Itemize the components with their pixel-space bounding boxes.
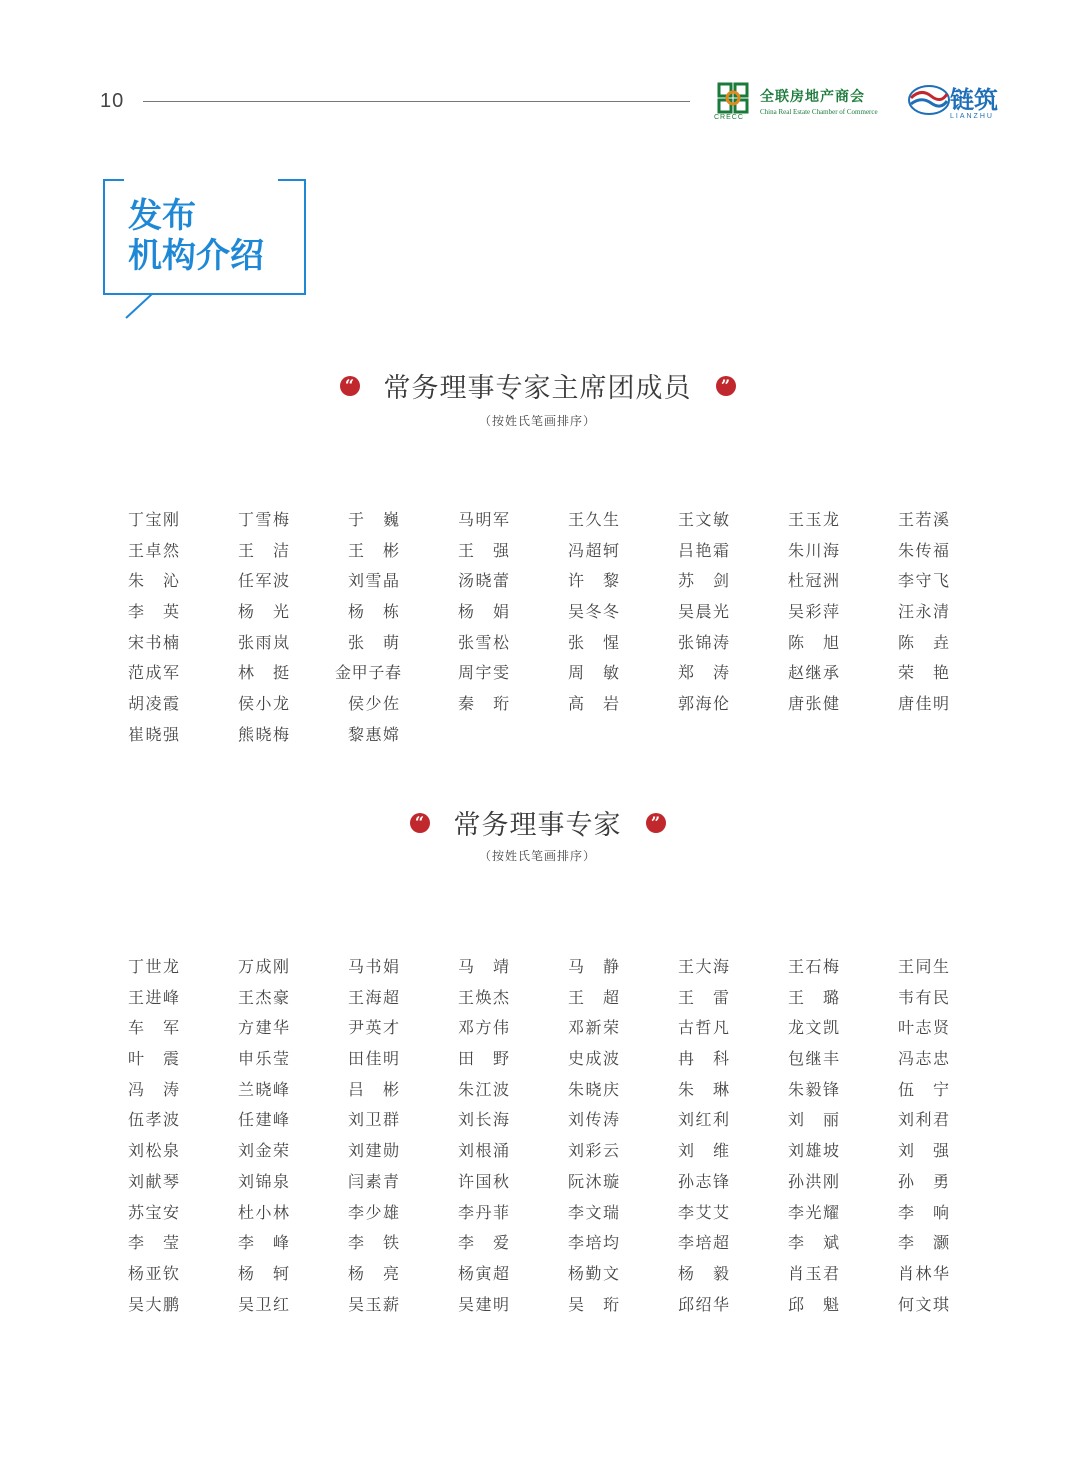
member-name: 朱江波: [458, 1079, 509, 1099]
member-name: 李培超: [678, 1233, 729, 1253]
member-name: 陈旭: [788, 632, 839, 652]
lianzhu-logo-icon: [907, 84, 951, 116]
member-name: 王洁: [238, 540, 289, 560]
member-name: 刘锦泉: [238, 1171, 289, 1191]
member-name: 孙洪刚: [788, 1171, 839, 1191]
member-name: 周敏: [568, 663, 619, 683]
member-name: 吴建明: [458, 1294, 509, 1314]
member-name: 刘传涛: [568, 1110, 619, 1130]
member-name: 杨娟: [458, 602, 509, 622]
member-name: 刘根涌: [458, 1141, 509, 1161]
open-quote-icon: “: [340, 376, 360, 396]
group1-subtitle: （按姓氏笔画排序）: [478, 414, 596, 428]
member-name: 李峰: [238, 1233, 289, 1253]
member-name: 孙勇: [898, 1171, 949, 1191]
member-name: 王进峰: [128, 987, 179, 1007]
member-name: 吕彬: [348, 1079, 399, 1099]
group2-name-grid: [128, 952, 968, 1320]
member-name: 刘雪晶: [348, 571, 399, 591]
member-name: 杨光: [238, 602, 289, 622]
member-name: 冯志忠: [898, 1049, 949, 1069]
member-name: 刘利君: [898, 1110, 949, 1130]
member-name: 马静: [568, 957, 619, 976]
member-name: 杨亚钦: [128, 1263, 179, 1283]
brand-name-cn: 链筑: [950, 85, 998, 114]
org-name: [760, 86, 878, 116]
member-name: 伍孝波: [128, 1110, 179, 1130]
open-quote-icon: “: [410, 813, 430, 833]
section-title-line2: 机构介绍: [128, 236, 264, 276]
member-name: 赵继承: [788, 663, 839, 683]
member-name: 叶震: [128, 1049, 179, 1069]
member-name: 吕艳霜: [678, 540, 729, 560]
member-name: 杨亮: [348, 1263, 399, 1283]
member-name: 王焕杰: [458, 987, 509, 1007]
member-name: 刘强: [898, 1141, 949, 1161]
member-name: 冉科: [678, 1049, 729, 1069]
member-name: 吴珩: [568, 1294, 619, 1314]
member-name: 郑涛: [678, 663, 729, 683]
member-name: 兰晓峰: [238, 1079, 289, 1099]
member-name: 王久生: [568, 510, 619, 529]
member-name: 丁宝刚: [128, 510, 179, 529]
member-name: 杜冠洲: [788, 571, 839, 591]
member-name: 吴冬冬: [568, 602, 619, 622]
member-name: 李丹菲: [458, 1202, 509, 1222]
group2-subtitle: （按姓氏笔画排序）: [478, 849, 596, 863]
member-name: 吴玉薪: [348, 1294, 399, 1314]
member-name: 刘建勋: [348, 1141, 399, 1161]
member-name: 朱沁: [128, 571, 179, 591]
member-name: 何文琪: [898, 1294, 949, 1314]
member-name: 崔晓强: [128, 724, 179, 744]
close-quote-icon: ”: [646, 813, 666, 833]
member-name: 李文瑞: [568, 1202, 619, 1222]
member-name: 许黎: [568, 571, 619, 591]
page-number: 10: [100, 90, 125, 112]
member-name: 尹英才: [348, 1018, 399, 1038]
section-title: [128, 196, 264, 276]
member-name: 刘丽: [788, 1110, 839, 1130]
member-name: 王文敏: [678, 510, 729, 529]
member-name: 王海超: [348, 987, 399, 1007]
member-name: 孙志锋: [678, 1171, 729, 1191]
member-name: 刘卫群: [348, 1110, 399, 1130]
member-name: 王卓然: [128, 540, 179, 560]
member-name: 吴卫红: [238, 1294, 289, 1314]
member-name: 李英: [128, 602, 179, 622]
member-name: 马靖: [458, 957, 509, 976]
member-name: 秦珩: [458, 694, 509, 714]
member-name: 包继丰: [788, 1049, 839, 1069]
section-title-line1: 发布: [128, 196, 196, 236]
member-name: 邱魁: [788, 1294, 839, 1314]
member-name: 万成刚: [238, 957, 289, 976]
member-name: 张惺: [568, 632, 619, 652]
member-name: 刘金荣: [238, 1141, 289, 1161]
member-name: 朱传福: [898, 540, 949, 560]
member-name: 朱晓庆: [568, 1079, 619, 1099]
member-name: 方建华: [238, 1018, 289, 1038]
member-name: 韦有民: [898, 987, 949, 1007]
member-name: 李爱: [458, 1233, 509, 1253]
member-name: 荣艳: [898, 663, 949, 683]
member-name: 金甲子春: [335, 663, 401, 683]
member-name: 李铁: [348, 1233, 399, 1253]
member-name: 高岩: [568, 694, 619, 714]
member-name: 苏剑: [678, 571, 729, 591]
member-name: 田野: [458, 1049, 509, 1069]
member-name: 李光耀: [788, 1202, 839, 1222]
member-name: 王强: [458, 540, 509, 560]
member-name: 肖林华: [898, 1263, 949, 1283]
member-name: 丁世龙: [128, 957, 179, 976]
member-name: 邓方伟: [458, 1018, 509, 1038]
member-name: 李响: [898, 1202, 949, 1222]
member-name: 王玉龙: [788, 510, 839, 529]
member-name: 肖玉君: [788, 1263, 839, 1283]
brand-name-en: LIANZHU: [950, 113, 994, 120]
member-name: 杨寅超: [458, 1263, 509, 1283]
member-name: 朱川海: [788, 540, 839, 560]
member-name: 李莹: [128, 1233, 179, 1253]
member-name: 朱琳: [678, 1079, 729, 1099]
group1-name-grid: [128, 505, 968, 751]
member-name: 张雨岚: [238, 632, 289, 652]
member-name: 杨栋: [348, 602, 399, 622]
member-name: 汪永清: [898, 602, 949, 622]
member-name: 李培均: [568, 1233, 619, 1253]
member-name: 唐佳明: [898, 694, 949, 714]
member-name: 范成军: [128, 663, 179, 683]
member-name: 王石梅: [788, 957, 839, 976]
group1-heading: [0, 366, 1075, 405]
member-name: 周宇雯: [458, 663, 509, 683]
member-name: 张萌: [348, 632, 399, 652]
member-name: 郭海伦: [678, 694, 729, 714]
member-name: 冯超轲: [568, 540, 619, 560]
member-name: 许国秋: [458, 1171, 509, 1191]
member-name: 苏宝安: [128, 1202, 179, 1222]
member-name: 吴晨光: [678, 602, 729, 622]
member-name: 邱绍华: [678, 1294, 729, 1314]
member-name: 杜小林: [238, 1202, 289, 1222]
member-name: 马书娟: [348, 957, 399, 976]
member-name: 刘维: [678, 1141, 729, 1161]
header-rule: [143, 101, 690, 102]
member-name: 唐张健: [788, 694, 839, 714]
close-quote-icon: ”: [716, 376, 736, 396]
member-name: 刘彩云: [568, 1141, 619, 1161]
member-name: 吴大鹏: [128, 1294, 179, 1314]
member-name: 车军: [128, 1018, 179, 1038]
member-name: 吴彩萍: [788, 602, 839, 622]
member-name: 王璐: [788, 987, 839, 1007]
member-name: 阮沐璇: [568, 1171, 619, 1191]
member-name: 张雪松: [458, 632, 509, 652]
member-name: 胡凌霞: [128, 694, 179, 714]
member-name: 王雷: [678, 987, 729, 1007]
member-name: 任建峰: [238, 1110, 289, 1130]
member-name: 李斌: [788, 1233, 839, 1253]
member-name: 刘松泉: [128, 1141, 179, 1161]
member-name: 申乐莹: [238, 1049, 289, 1069]
member-name: 张锦涛: [678, 632, 729, 652]
member-name: 熊晓梅: [238, 724, 289, 744]
member-name: 宋书楠: [128, 632, 179, 652]
member-name: 李守飞: [898, 571, 949, 591]
member-name: 刘雄坡: [788, 1141, 839, 1161]
group1-title: 常务理事专家主席团成员: [383, 373, 692, 404]
member-name: 龙文凯: [788, 1018, 839, 1038]
member-name: 杨勤文: [568, 1263, 619, 1283]
group2-title: 常务理事专家: [453, 810, 622, 841]
brand-name: [950, 80, 998, 120]
member-name: 杨轲: [238, 1263, 289, 1283]
member-name: 王杰豪: [238, 987, 289, 1007]
member-name: 伍宁: [898, 1079, 949, 1099]
member-name: 田佳明: [348, 1049, 399, 1069]
member-name: 黎惠嫦: [348, 724, 399, 744]
member-name: 朱毅锋: [788, 1079, 839, 1099]
member-name: 于巍: [348, 510, 399, 529]
member-name: 丁雪梅: [238, 510, 289, 529]
member-name: 王若溪: [898, 510, 949, 529]
member-name: 李艾艾: [678, 1202, 729, 1222]
member-name: 陈垚: [898, 632, 949, 652]
group2-heading: [0, 803, 1075, 842]
member-name: 史成波: [568, 1049, 619, 1069]
member-name: 刘献琴: [128, 1171, 179, 1191]
member-name: 刘长海: [458, 1110, 509, 1130]
member-name: 王超: [568, 987, 619, 1007]
org-name-en: China Real Estate Chamber of Commerce: [760, 108, 878, 116]
member-name: 侯少佐: [348, 694, 399, 714]
member-name: 马明军: [458, 510, 509, 529]
member-name: 王同生: [898, 957, 949, 976]
member-name: 李灏: [898, 1233, 949, 1253]
member-name: 王彬: [348, 540, 399, 560]
member-name: 侯小龙: [238, 694, 289, 714]
member-name: 任军波: [238, 571, 289, 591]
member-name: 林挺: [238, 663, 289, 683]
crecc-abbr: CRECC: [714, 114, 744, 121]
member-name: 古哲凡: [678, 1018, 729, 1038]
member-name: 刘红利: [678, 1110, 729, 1130]
member-name: 闫素青: [348, 1171, 399, 1191]
member-name: 冯涛: [128, 1079, 179, 1099]
org-name-cn: 全联房地产商会: [760, 89, 865, 105]
member-name: 杨毅: [678, 1263, 729, 1283]
member-name: 叶志贤: [898, 1018, 949, 1038]
member-name: 汤晓蕾: [458, 571, 509, 591]
member-name: 邓新荣: [568, 1018, 619, 1038]
member-name: 李少雄: [348, 1202, 399, 1222]
member-name: 王大海: [678, 957, 729, 976]
